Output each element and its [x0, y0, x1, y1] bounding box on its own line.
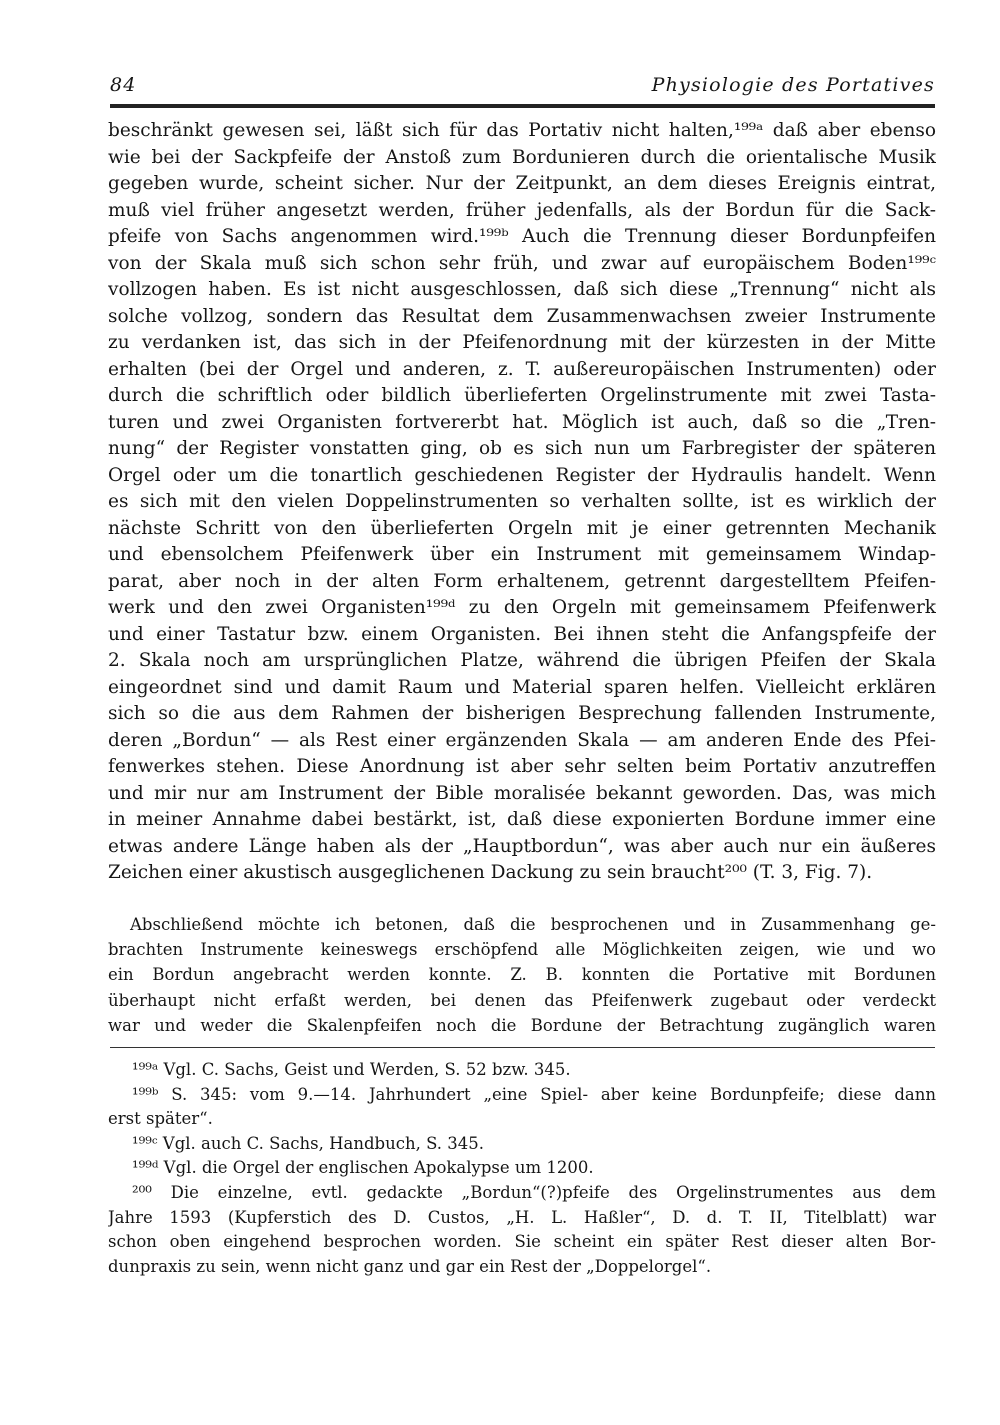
- footnote-200-cont: dunpraxis zu sein, wenn nicht ganz und gar ein Rest der „Doppelorgel“.: [108, 1256, 712, 1276]
- text-line: von der Skala muß sich schon sehr früh, und zwar auf europäischem Boden¹⁹⁹ᶜ: [108, 252, 936, 274]
- footnote-199c: ¹⁹⁹ᶜ Vgl. auch C. Sachs, Handbuch, S. 345.: [132, 1133, 485, 1153]
- text-line: nung“ der Register vonstatten ging, ob es sich nun um Farbregister der späteren: [108, 438, 936, 459]
- text-line: etwas andere Länge haben als der „Hauptbordun“, was aber auch nur ein äußeres: [108, 835, 936, 857]
- footnote-200: ²⁰⁰ Die einzelne, evtl. gedackte „Bordun“(?)pfeife des Orgelinstrumentes aus dem: [132, 1182, 936, 1202]
- text-line: wie bei der Sackpfeife der Anstoß zum Bordunieren durch die orientalische Musik: [108, 146, 936, 168]
- footnote-200-cont: Jahre 1593 (Kupferstich des D. Custos, „H. L. Haßler“, D. d. T. II, Titelblatt) war: [108, 1207, 936, 1227]
- text-line: brachten Instrumente keineswegs erschöpfend alle Möglichkeiten zeigen, wie und wo: [108, 940, 936, 960]
- text-line: und mir nur am Instrument der Bible moralisée bekannt geworden. Das, was mich: [108, 782, 936, 804]
- text-line: überhaupt nicht erfaßt werden, bei denen das Pfeifenwerk zugebaut oder verdeckt: [108, 990, 936, 1010]
- text-line: und ebensolchem Pfeifenwerk über ein Instrument mit gemeinsamem Windap-: [108, 544, 936, 565]
- text-line: fenwerkes stehen. Diese Anordnung ist aber sehr selten beim Portativ anzutreffen: [108, 756, 936, 777]
- text-line: parat, aber noch in der alten Form erhaltenem, getrennt dargestelltem Pfeifen-: [108, 570, 936, 592]
- running-title: Physiologie des Portatives: [651, 74, 935, 96]
- page-number: 84: [110, 74, 137, 96]
- text-line: in meiner Annahme dabei bestärkt, ist, daß diese exponierten Bordune immer eine: [108, 809, 936, 830]
- text-line: und einer Tastatur bzw. einem Organisten. Bei ihnen steht die Anfangspfeife der: [108, 623, 936, 645]
- text-line: durch die schriftlich oder bildlich überlieferten Orgelinstrumente mit zwei Tasta-: [108, 385, 936, 406]
- page-header: [110, 70, 935, 104]
- footnote-rule: [110, 1047, 935, 1048]
- text-line: werk und den zwei Organisten¹⁹⁹ᵈ zu den Orgeln mit gemeinsamem Pfeifenwerk: [108, 597, 936, 618]
- footnote-199d: ¹⁹⁹ᵈ Vgl. die Orgel der englischen Apokalypse um 1200.: [132, 1158, 594, 1178]
- footnote-199a: ¹⁹⁹ᵃ Vgl. C. Sachs, Geist und Werden, S. 52 bzw. 345.: [132, 1060, 571, 1079]
- footnotes: [108, 1058, 936, 1279]
- text-line: vollzogen haben. Es ist nicht ausgeschlossen, daß sich diese „Trennung“ nicht als: [108, 279, 936, 300]
- text-line: Zeichen einer akustisch ausgeglichenen Dackung zu sein braucht²⁰⁰ (T. 3, Fig. 7).: [108, 862, 873, 883]
- footnote-199b-cont: erst später“.: [108, 1109, 213, 1129]
- text-line: 2. Skala noch am ursprünglichen Platze, während die übrigen Pfeifen der Skala: [108, 650, 936, 671]
- text-line: gegeben wurde, scheint sicher. Nur der Zeitpunkt, an dem dieses Ereignis eintrat,: [108, 173, 936, 194]
- header-rule: [110, 104, 935, 108]
- text-line: beschränkt gewesen sei, läßt sich für das Portativ nicht halten,¹⁹⁹ᵃ daß aber ebenso: [108, 120, 936, 141]
- text-line: ein Bordun angebracht werden konnte. Z. B. konnten die Portative mit Bordunen: [108, 965, 936, 985]
- text-line: eingeordnet sind und damit Raum und Material sparen helfen. Vielleicht erklären: [108, 676, 936, 698]
- text-line: deren „Bordun“ — als Rest einer ergänzenden Skala — am anderen Ende des Pfei-: [108, 729, 936, 751]
- text-line: sich so die aus dem Rahmen der bisherigen Besprechung fallenden Instrumente,: [108, 703, 936, 724]
- text-line: zu verdanken ist, das sich in der Pfeifenordnung mit der kürzesten in der Mitte: [108, 332, 936, 353]
- text-line: es sich mit den vielen Doppelinstrumenten so verhalten sollte, ist es wirklich der: [108, 491, 936, 512]
- text-line: erhalten (bei der Orgel und anderen, z. T. außereuropäischen Instrumenten) oder: [108, 358, 936, 380]
- closing-paragraph: [108, 912, 936, 1038]
- text-line: nächste Schritt von den überlieferten Orgeln mit je einer getrennten Mechanik: [108, 517, 936, 539]
- text-line: turen und zwei Organisten fortvererbt hat. Möglich ist auch, daß so die „Tren-: [108, 411, 936, 433]
- text-line: solche vollzog, sondern das Resultat dem Zusammenwachsen zweier Instrumente: [108, 305, 936, 327]
- footnote-199b: ¹⁹⁹ᵇ S. 345: vom 9.—14. Jahrhundert „eine Spiel- aber keine Bordunpfeife; diese dann: [132, 1084, 936, 1104]
- main-paragraph: [108, 118, 936, 887]
- footnote-200-cont: schon oben eingehend besprochen worden. Sie scheint ein später Rest dieser alten Bor-: [108, 1232, 936, 1252]
- text-line: Orgel oder um die tonartlich geschiedenen Register der Hydraulis handelt. Wenn: [108, 464, 936, 486]
- text-line: pfeife von Sachs angenommen wird.¹⁹⁹ᵇ Auch die Trennung dieser Bordunpfeifen: [108, 226, 936, 247]
- text-line: Abschließend möchte ich betonen, daß die besprochenen und in Zusammenhang ge-: [130, 915, 936, 934]
- text-line: war und weder die Skalenpfeifen noch die Bordune der Betrachtung zugänglich waren: [108, 1015, 936, 1035]
- text-line: muß viel früher angesetzt werden, früher jedenfalls, als der Bordun für die Sack-: [108, 199, 936, 221]
